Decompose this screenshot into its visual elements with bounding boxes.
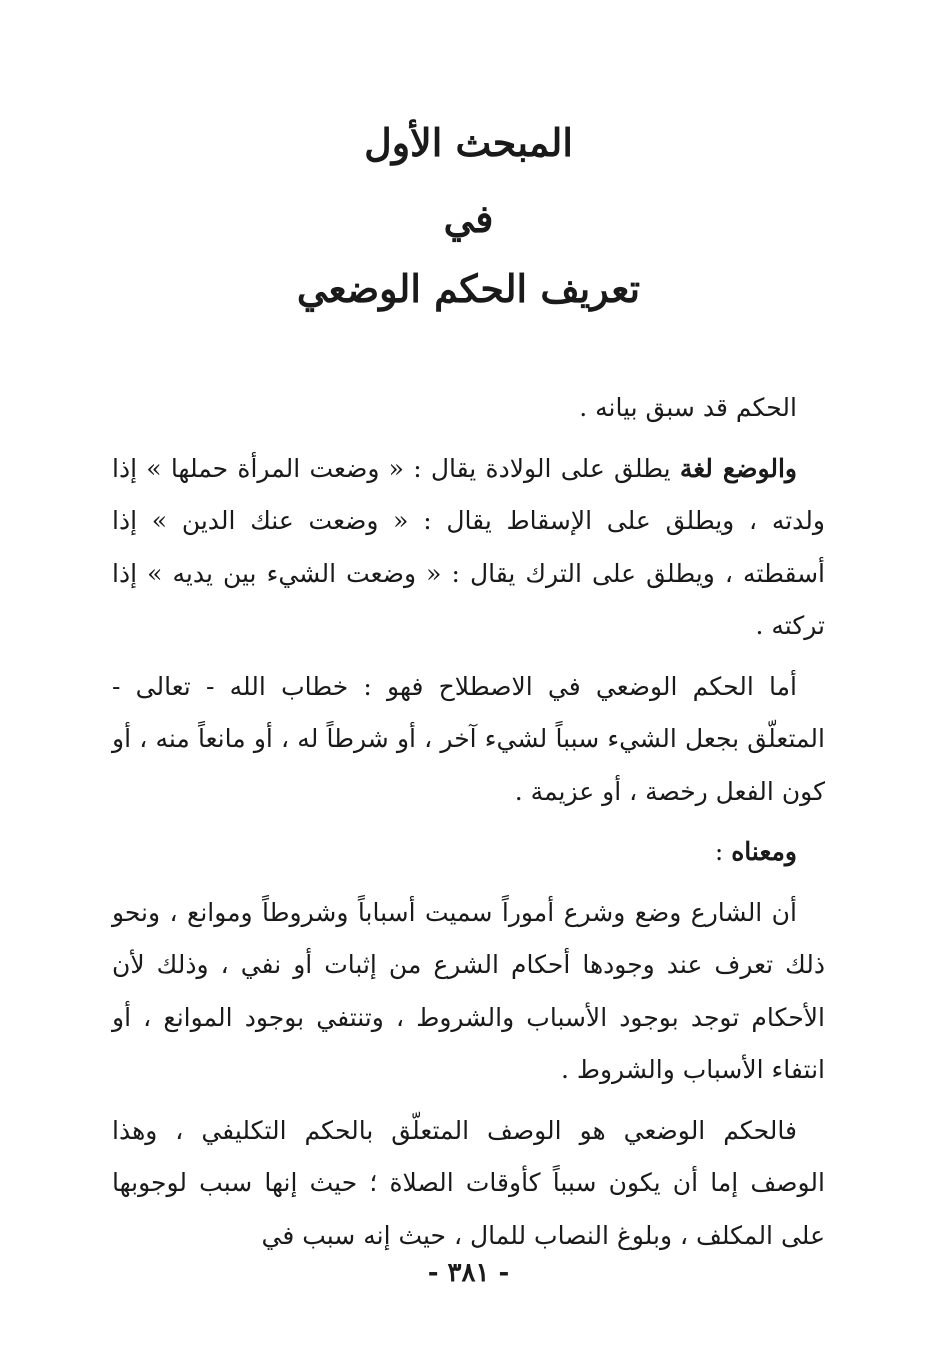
heading-line-3: تعريف الحكم الوضعي [296,266,641,311]
paragraph-1: الحكم قد سبق بيانه . [579,393,797,422]
paragraph-4: أن الشارع وضع وشرع أموراً سميت أسباباً وشروطاً وموانع ، ونحو ذلك تعرف عند وجودها أحكام الشرع من إثبات أو نفي ، وذلك لأن الأحكام توجد بوجود الأسباب والشروط ، وتنتفي بوجود الموانع ، أو انتفاء الأسباب والشروط . [112,897,825,1084]
paragraph-3: أما الحكم الوضعي في الاصطلاح فهو : خطاب الله - تعالى - المتعلّق بجعل الشيء سبباً لشيء آخر ، أو شرطاً له ، أو مانعاً منه ، أو كون الفعل رخصة ، أو عزيمة . [112,671,825,806]
paragraph-2-text: يطلق على الولادة يقال : « وضعت المرأة حملها » إذا ولدته ، ويطلق على الإسقاط يقال : « وضعت عنك الدين » إذا أسقطته ، ويطلق على الترك يقال : « وضعت الشيء بين يديه » إذا تركته . [112,453,825,640]
paragraph-5: فالحكم الوضعي هو الوصف المتعلّق بالحكم التكليفي ، وهذا الوصف إما أن يكون سبباً كأوقات الصلاة ؛ حيث إنها سبب لوجوبها على المكلف ، وبلوغ النصاب للمال ، حيث إنه سبب في [112,1115,825,1250]
subheading-label: ومعناه [731,837,797,866]
subheading-meaning [112,826,825,879]
paragraph-2-keyword: والوضع لغة [679,453,797,483]
page-number: - ٣٨١ - [427,1258,510,1288]
paragraph-2 [112,443,825,653]
subheading-colon: : [714,837,732,866]
heading-line-1: المبحث الأول [364,120,573,165]
body-text [112,382,825,1270]
heading-line-2: في [443,196,494,241]
